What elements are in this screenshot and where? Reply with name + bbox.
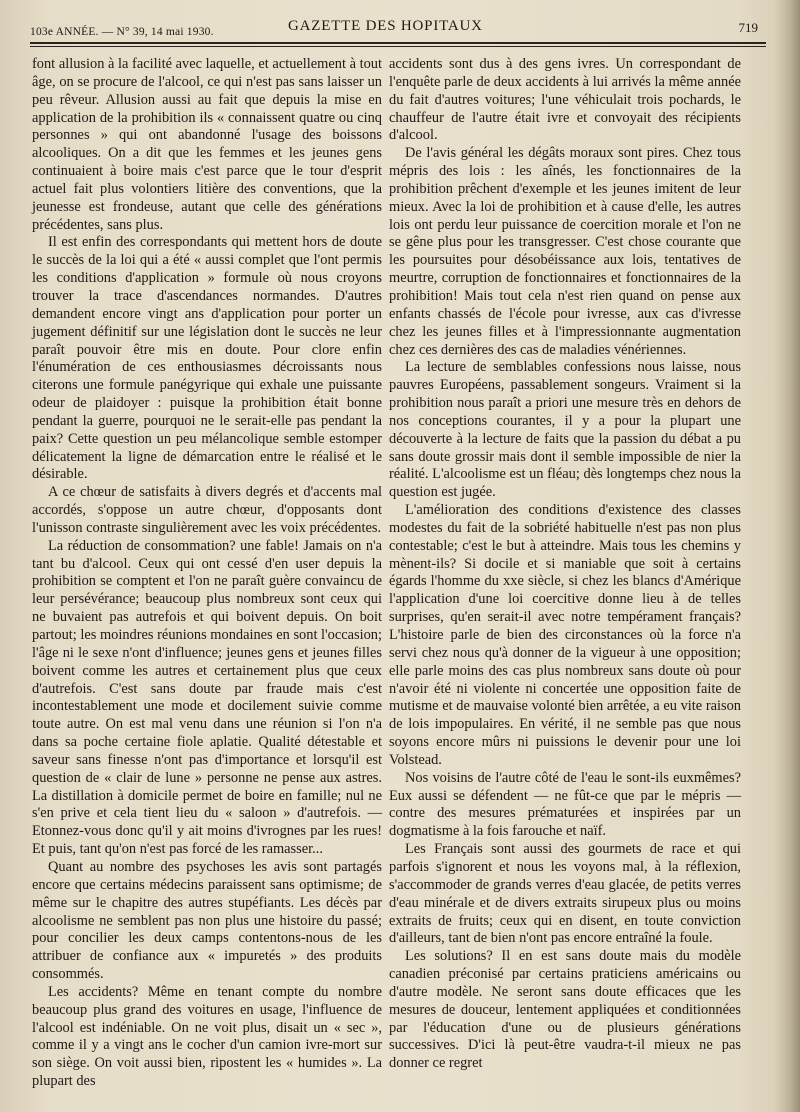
issue-info: 103e ANNÉE. — N° 39, 14 mai 1930.	[30, 26, 214, 38]
page-fold-shadow	[774, 0, 800, 1112]
paragraph: De l'avis général les dégâts moraux sont pires. Chez tous mépris des lois : les aînés, les fonctionnaires de la prohibition prêchent d'exemple et les jeunes imitent de leur mieux. Avec la loi de prohibition et à cause d'elle, les autres lois ont perdu leur puissance de coercition morale et l'on ne se gêne plus pour les transgresser. C'est chose courante que les poursuites pour désobéissance aux lois, tentatives de meurtre, corruption de fonctionnaires et fonctionnaires de la prohibition! Mais tout cela n'est rien quand on pense aux enfants chassés de l'école pour ivresse, aux cas d'ivresse chez les jeunes filles et à l'impressionnante augmentation chez ces dernières des cas de maladies vénériennes.	[389, 145, 741, 358]
paragraph: accidents sont dus à des gens ivres. Un correspondant de l'enquête parle de deux accidents à lui arrivés la même année du fait d'autres voitures; l'une véhiculait trois pochards, le chauffeur de l'autre était ivre et convoyait des récipients d'alcool.	[389, 56, 741, 144]
right-column	[389, 56, 741, 1073]
paragraph: Nos voisins de l'autre côté de l'eau le sont-ils euxmêmes? Eux aussi se défendent — ne fût-ce que par le mépris — contre des mesures prématurées et inspirées par un dogmatisme à la fois farouche et naïf.	[389, 769, 741, 840]
paragraph: La lecture de semblables confessions nous laisse, nous pauvres Européens, passablement songeurs. Vraiment si la prohibition nous paraît a priori une mesure très en dehors de nos conceptions courantes, il y a pour la plupart une découverte à la lecture de faits que la passion du débat a pu sans doute grossir mais dont il semble impossible de nier la réalité. L'alcoolisme est un fléau; dès longtemps chez nous la question est jugée.	[389, 359, 741, 501]
paragraph: Les solutions? Il en est sans doute mais du modèle canadien préconisé par certains praticiens américains ou d'autre modèle. Ne seront sans doute efficaces que les mesures de douceur, lentement appliquées et conditionnées par l'éducation d'une ou de plusieurs générations successives. D'ici là peut-être vaudra-t-il mieux ne pas donner ce regret	[389, 948, 741, 1072]
paragraph: Il est enfin des correspondants qui mettent hors de doute le succès de la loi qui a été « aussi complet que l'ont permis les conditions d'application » formule où nous croyons trouver la trace d'ascendances normandes. D'autres demandent encore vingt ans d'application pour porter un jugement définitif sur une législation dont le succès ne leur paraît pouvoir être mis en doute. Pour clore enfin l'énumération de ces enthousiasmes décroissants nous citerons une formule panégyrique qui exhale une puissante odeur de plaidoyer : puisque la prohibition était bonne pendant la guerre, pourquoi ne le serait-elle pas pendant la paix? Cette question un peu mélancolique semble estomper délicatement la ligne de démarcation entre le réalisé et le désirable.	[32, 234, 382, 483]
paragraph: Les accidents? Même en tenant compte du nombre beaucoup plus grand des voitures en usage, l'influence de l'alcool est indéniable. On ne voit plus, disait un « sec », comme il y a vingt ans le cocher d'un camion ivre-mort sur son siège. On voit aussi bien, ripostent les « humides ». La plupart des	[32, 983, 382, 1090]
paragraph: Les Français sont aussi des gourmets de race et qui parfois s'ignorent et nous les voyons mal, à la réflexion, s'accommoder de grands verres d'eau glacée, de petits verres d'eau minérale et de divers extraits sirupeux plus ou moins extraits de fruits; ceux qui en disent, en toute conviction d'ailleurs, tant de bien n'ont pas encore entraîné la foule.	[389, 841, 741, 947]
header-rule-top	[30, 42, 766, 44]
paragraph: Quant au nombre des psychoses les avis sont partagés encore que certains médecins paraissent sans optimisme; de même sur le chapitre des autres stupéfiants. Les décès par alcoolisme ne semblent pas non plus une histoire du passé; pour concilier les deux camps contentons-nous de les attribuer de confiance aux « impuretés » des produits consommés.	[32, 858, 382, 983]
page-number: 719	[738, 20, 758, 35]
journal-title: GAZETTE DES HOPITAUX	[288, 18, 483, 34]
paragraph: font allusion à la facilité avec laquelle, et actuellement à tout âge, on se procure de l'alcool, ce qui n'est pas sans laisser un peu rêveur. Allusion aussi au fait que depuis la mise en application de la prohibition ils « connaissent quatre ou cinq personnes » qui ont abandonné l'usage des boissons alcooliques. On a dit que les femmes et les jeunes gens continuaient à boire mais c'est parce que le tour d'esprit actuel fait plus volontiers litière des conventions, que la jeunesse est frondeuse, autant que celle des générations précédentes, sans plus.	[32, 56, 382, 233]
left-column	[32, 56, 382, 1091]
header-rule-bottom	[30, 46, 766, 47]
paragraph: A ce chœur de satisfaits à divers degrés et d'accents mal accordés, s'oppose un autre chœur, d'opposants dont l'unisson contraste singulièrement avec les voix précédentes.	[32, 484, 382, 536]
paragraph: L'amélioration des conditions d'existence des classes modestes du fait de la sobriété habituelle n'est pas non plus contestable; c'est le but à atteindre. Mais tous les chemins y mènent-ils? Si docile et si maniable que soit à certains égards l'homme du xxe siècle, si chez les blancs d'Amérique l'application d'une loi coercitive donne lieu à de telles surprises, qu'en serait-il avec notre tempérament français? L'histoire parle de bien des circonstances où la force n'a servi chez nous qu'à donner de la vigueur à une opposition; elle parle moins des cas plus nombreux sans doute où pour n'avoir été ni violente ni concertée une opposition faite de mutisme et de mauvaise volonté bien arrêtée, a eu vite raison de lois impopulaires. En vérité, il ne semble pas que nous soyons encore mûrs ni puissions le devenir pour une loi Volstead.	[389, 502, 741, 768]
paragraph: La réduction de consommation? une fable! Jamais on n'a tant bu d'alcool. Ceux qui ont cessé d'en user depuis la prohibition se comptent et l'on ne paraît guère convaincu de leur persévérance; beaucoup plus nombreux sont ceux qui ne buvaient pas autrefois et qui boivent depuis. On boit partout; les moindres réunions mondaines en sont l'occasion; l'âge ni le sexe n'ont d'influence; jeunes gens et jeunes filles boivent comme les autres et certainement plus que ceux d'autrefois. C'est sans doute par fraude mais c'est incontestablement une mode et docilement suivie comme toute autre. On est mal venu dans une réunion si l'on n'a dans sa poche certaine fiole aplatie. Qualité détestable et saveur sans finesse n'ont pas d'importance et lorsqu'il est question de « clair de lune » personne ne pense aux astres. La distillation à domicile permet de boire en famille; nul ne s'en prive et cela tient lieu du « saloon » d'autrefois. — Etonnez-vous donc qu'il y ait moins d'ivrognes par les rues! Et puis, tant qu'on n'est pas forcé de les ramasser...	[32, 537, 382, 858]
page-header	[30, 14, 758, 40]
